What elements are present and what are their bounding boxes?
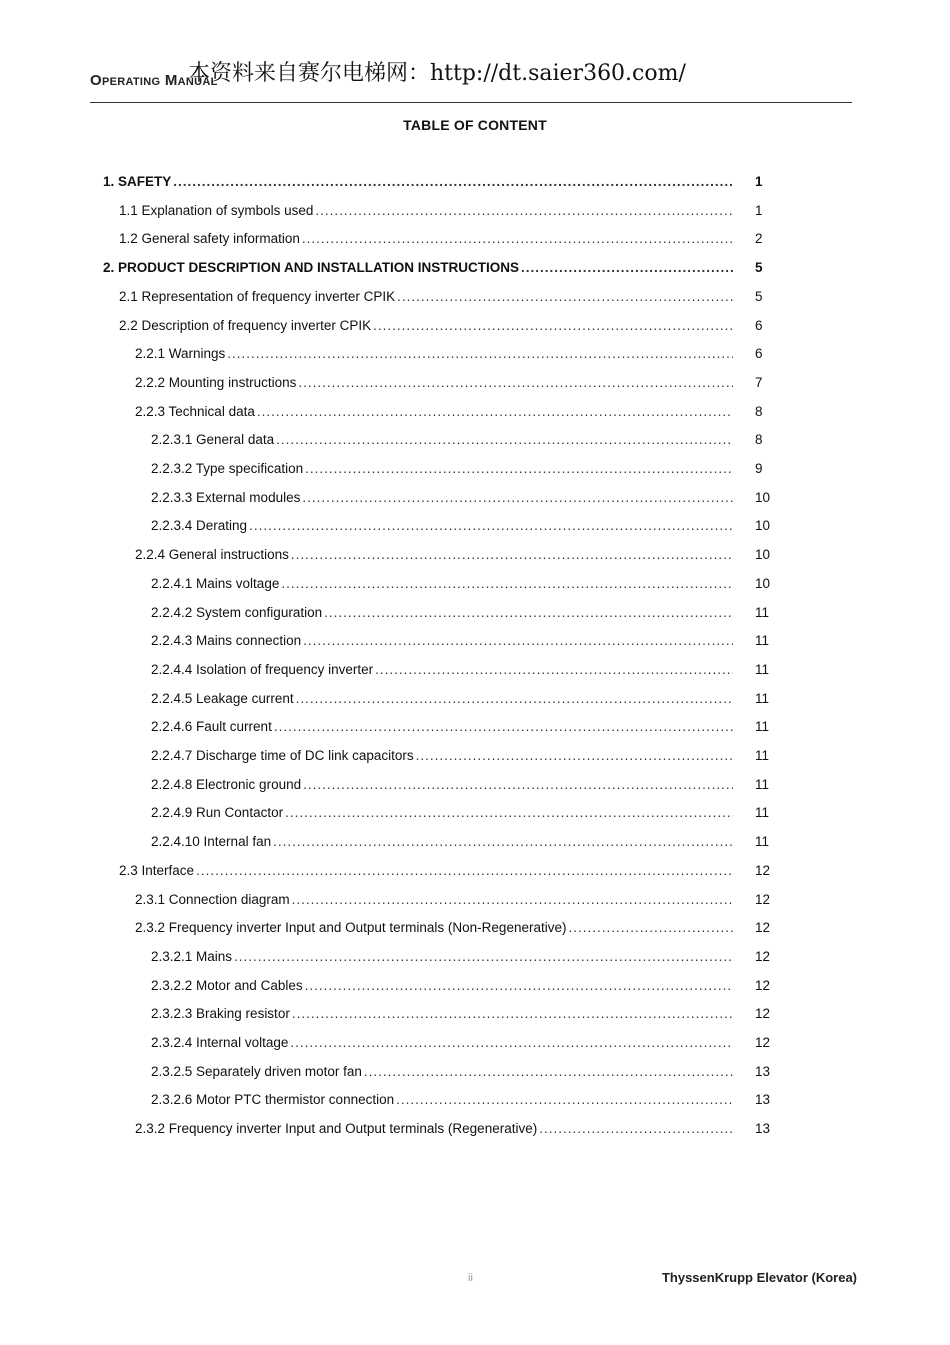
toc-entry[interactable] [151, 944, 735, 966]
toc-entry[interactable] [151, 1001, 735, 1023]
toc-page-number: 9 [755, 461, 763, 476]
toc-entry[interactable] [151, 1059, 735, 1081]
toc-entry[interactable] [119, 858, 735, 880]
toc-page-number: 13 [755, 1092, 771, 1108]
toc-leader-dots [227, 345, 733, 363]
toc-entry[interactable] [151, 1030, 735, 1052]
toc-entry[interactable] [135, 887, 735, 909]
toc-leader-dots [324, 604, 733, 622]
toc-leader-dots [291, 546, 733, 564]
toc-entry[interactable] [151, 714, 735, 736]
toc-leader-dots [292, 1005, 733, 1023]
toc-page-number: 12 [755, 862, 771, 878]
toc-leader-dots [274, 718, 733, 736]
toc-page-number: 12 [755, 1035, 771, 1050]
toc-page-number: 5 [755, 288, 763, 304]
toc-entry[interactable] [135, 915, 735, 937]
toc-leader-dots [539, 1120, 733, 1138]
toc-entry[interactable] [151, 427, 735, 449]
toc-page-number: 13 [755, 1121, 771, 1137]
watermark-text: 本资料来自赛尔电梯网：http://dt.saier360.com/ [188, 61, 686, 86]
toc-entry-label: 2.2 Description of frequency inverter CPIK [119, 317, 372, 333]
toc-leader-dots [305, 460, 733, 478]
toc-title: TABLE OF CONTENT [403, 117, 547, 133]
toc-leader-dots [303, 776, 733, 794]
toc-entry-label: 2.2.3.1 General data [151, 432, 275, 448]
toc-entry-label: 2.3.2 Frequency inverter Input and Output terminals (Regenerative) [135, 1121, 538, 1137]
toc-leader-dots [397, 288, 733, 306]
toc-entry[interactable] [151, 513, 735, 535]
toc-entry-label: 2.2.4.8 Electronic ground [151, 776, 302, 792]
toc-leader-dots [305, 977, 733, 995]
toc-entry[interactable] [151, 829, 735, 851]
toc-leader-dots [249, 517, 733, 535]
toc-page-number: 11 [755, 834, 770, 850]
toc-page-number: 10 [755, 489, 771, 505]
toc-entry-label: 2.3.2.1 Mains [151, 948, 233, 964]
toc-entry[interactable] [135, 542, 735, 564]
toc-page-number: 8 [755, 403, 763, 419]
toc-entry-label: 2.2.4.5 Leakage current [151, 690, 294, 706]
toc-page-number: 1 [755, 202, 763, 218]
toc-leader-dots [302, 489, 733, 507]
toc-entry-label: 2.3.2 Frequency inverter Input and Output terminals (Non-Regenerative) [135, 920, 567, 936]
toc-page-number: 11 [755, 805, 770, 821]
toc-entry-label: 2.3 Interface [119, 862, 195, 878]
footer-company: ThyssenKrupp Elevator (Korea) [661, 1270, 857, 1285]
toc-entry-label: 2.2.4.1 Mains voltage [151, 575, 280, 591]
toc-entry-label: 2.2.2 Mounting instructions [135, 374, 297, 390]
toc-entry[interactable] [151, 772, 735, 794]
toc-entry[interactable] [151, 1087, 735, 1109]
toc-entry-label: 2.3.2.6 Motor PTC thermistor connection [151, 1092, 395, 1108]
toc-entry-label: 2.3.1 Connection diagram [135, 891, 290, 907]
toc-page-number: 6 [755, 346, 763, 362]
toc-entry[interactable] [151, 686, 735, 708]
toc-entry-label: 2.2.4.9 Run Contactor [151, 805, 284, 821]
toc-leader-dots [292, 891, 733, 909]
header-title: Operating Manual [90, 72, 218, 89]
toc-entry-label: 2.2.3.3 External modules [151, 489, 301, 505]
toc-page-number: 11 [755, 633, 770, 649]
toc-entry[interactable] [151, 628, 735, 650]
toc-leader-dots [285, 804, 733, 822]
toc-entry-label: 2.2.4.7 Discharge time of DC link capacitors [151, 748, 414, 763]
toc-leader-dots [568, 919, 733, 937]
toc-entry[interactable] [119, 226, 735, 248]
toc-leader-dots [416, 747, 733, 765]
toc-entry-label: 2.3.2.2 Motor and Cables [151, 977, 303, 993]
toc-page-number: 1 [755, 174, 763, 189]
toc-entry-label: 2.3.2.4 Internal voltage [151, 1035, 289, 1050]
toc-entry-label: 2.2.3.2 Type specification [151, 461, 304, 476]
footer-page-number: ii [468, 1272, 473, 1284]
toc-entry[interactable] [119, 284, 735, 306]
toc-page-number: 11 [755, 719, 770, 735]
toc-page-number: 11 [755, 604, 770, 620]
toc-leader-dots [364, 1063, 733, 1081]
toc-leader-dots [298, 374, 733, 392]
toc-entry-label: 1.2 General safety information [119, 231, 300, 247]
toc-page-number: 10 [755, 547, 771, 563]
toc-entry[interactable] [103, 169, 735, 191]
toc-entry[interactable] [151, 485, 735, 507]
toc-entry[interactable] [151, 800, 735, 822]
toc-page-number: 2 [755, 231, 763, 247]
toc-leader-dots [276, 431, 733, 449]
toc-leader-dots [303, 632, 733, 650]
toc-entry[interactable] [151, 456, 735, 478]
toc-entry[interactable] [151, 657, 735, 679]
toc-entry-label: 1.1 Explanation of symbols used [119, 202, 314, 218]
toc-entry-label: 2.2.4.2 System configuration [151, 604, 323, 620]
toc-page-number: 8 [755, 432, 763, 448]
toc-leader-dots [375, 661, 733, 679]
toc-page-number: 13 [755, 1063, 771, 1079]
toc-page-number: 11 [755, 690, 770, 706]
toc-leader-dots [296, 690, 733, 708]
toc-page-number: 12 [755, 1006, 771, 1022]
toc-leader-dots [315, 202, 733, 220]
toc-page-number: 10 [755, 518, 771, 534]
toc-leader-dots [396, 1091, 733, 1109]
toc-leader-dots [257, 403, 733, 421]
toc-entry[interactable] [119, 198, 735, 220]
toc-entry-label: 2.1 Representation of frequency inverter CPIK [119, 288, 396, 304]
toc-entry-label: 2.2.4.10 Internal fan [151, 834, 272, 850]
toc-page-number: 11 [755, 776, 770, 792]
toc-entry[interactable] [151, 973, 735, 995]
toc-page-number: 11 [755, 748, 770, 763]
toc-leader-dots [173, 173, 733, 191]
toc-entry-label: 2.2.3 Technical data [135, 403, 255, 419]
toc-page-number: 7 [755, 374, 763, 390]
toc-page-number: 12 [755, 920, 771, 936]
page-header [90, 50, 852, 103]
toc-page-number: 12 [755, 977, 771, 993]
toc-leader-dots [290, 1034, 733, 1052]
toc-page-number: 11 [755, 661, 770, 677]
toc-leader-dots [373, 317, 733, 335]
toc-entry[interactable] [119, 313, 735, 335]
toc-page-number: 10 [755, 575, 771, 591]
toc-leader-dots [273, 833, 733, 851]
toc-entry[interactable] [135, 399, 735, 421]
toc-entry[interactable] [151, 600, 735, 622]
toc-leader-dots [302, 230, 733, 248]
toc-entry-label: 1. SAFETY [103, 174, 172, 189]
toc-entry-label: 2.3.2.5 Separately driven motor fan [151, 1063, 362, 1079]
toc-entry[interactable] [135, 341, 735, 363]
toc-entry-label: 2. PRODUCT DESCRIPTION AND INSTALLATION INSTRUCTIONS [103, 260, 520, 276]
toc-entry-label: 2.2.4.4 Isolation of frequency inverter [151, 661, 374, 677]
toc-leader-dots [196, 862, 733, 880]
toc-leader-dots [281, 575, 733, 593]
toc-entry[interactable] [103, 255, 735, 277]
toc-entry-label: 2.2.4 General instructions [135, 547, 289, 563]
toc-entry-label: 2.2.3.4 Derating [151, 518, 248, 534]
toc-leader-dots [521, 259, 733, 277]
toc-entry[interactable] [135, 370, 735, 392]
toc-entry[interactable] [151, 571, 735, 593]
toc-entry-label: 2.2.4.6 Fault current [151, 719, 272, 735]
toc-page-number: 12 [755, 891, 771, 907]
toc-entry[interactable] [151, 743, 735, 765]
toc-entry-label: 2.2.4.3 Mains connection [151, 633, 302, 649]
toc-page-number: 5 [755, 260, 763, 276]
toc-entry-label: 2.2.1 Warnings [135, 346, 226, 362]
toc-page-number: 12 [755, 948, 771, 964]
toc-leader-dots [234, 948, 733, 966]
toc-entry-label: 2.3.2.3 Braking resistor [151, 1006, 290, 1022]
toc-page-number: 6 [755, 317, 763, 333]
toc-entry[interactable] [135, 1116, 735, 1138]
